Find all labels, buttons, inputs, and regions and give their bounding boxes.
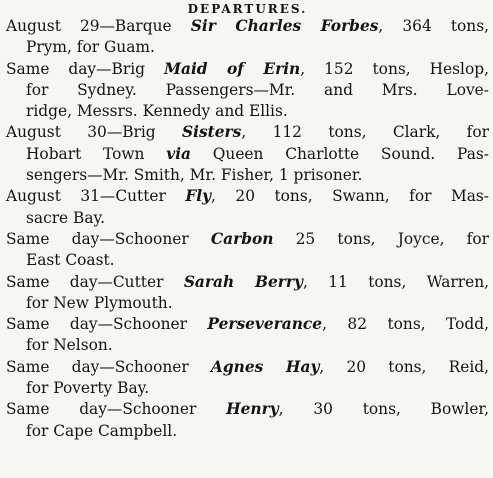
entry-line: [6, 335, 489, 356]
entry-text: for Poverty Bay.: [26, 379, 150, 398]
entry-text: August 29—Barque: [6, 17, 191, 35]
entry-text: Same day—Schooner: [6, 229, 211, 248]
entry-line: [6, 59, 489, 80]
entry-text: ridge, Messrs. Kennedy and Ellis.: [26, 102, 288, 121]
entry-text: , 364 tons,: [378, 17, 489, 35]
entry-text: Same day—Schooner: [6, 315, 208, 334]
vessel-name: Maid of Erin: [163, 59, 301, 78]
entry-text: Hobart Town: [26, 144, 167, 163]
departures-list: [6, 16, 489, 442]
vessel-name: Fly: [185, 187, 212, 206]
departure-entry: [6, 122, 489, 186]
entry-text: East Coast.: [26, 251, 115, 270]
entry-text: Queen Charlotte Sound. Pas-: [191, 144, 489, 163]
entry-text: , 30 tons, Bowler,: [278, 400, 489, 419]
entry-line: [6, 314, 489, 335]
entry-text: for Sydney. Passengers—Mr. and Mrs. Love-: [26, 80, 489, 99]
vessel-name: Sir Charles Forbes: [190, 17, 379, 35]
vessel-name: Henry: [226, 400, 279, 419]
entry-line: [6, 293, 489, 314]
departure-entry: [6, 59, 489, 123]
entry-text: , 20 tons, Swann, for Mas-: [211, 187, 489, 206]
vessel-name: Perseverance: [207, 315, 323, 334]
entry-line: [6, 229, 489, 250]
vessel-name: Sarah Berry: [183, 272, 303, 291]
entry-line: [6, 399, 489, 420]
entry-text: , 82 tons, Todd,: [322, 315, 489, 334]
entry-line: [6, 80, 489, 101]
entry-text: Same day—Schooner: [6, 400, 227, 419]
entry-line: [6, 272, 489, 293]
departure-entry: [6, 229, 489, 272]
entry-text: sengers—Mr. Smith, Mr. Fisher, 1 prisoner.: [26, 166, 363, 185]
entry-text: August 30—Brig: [6, 123, 183, 142]
vessel-name: via: [166, 144, 192, 163]
entry-line: [6, 357, 489, 378]
departure-entry: [6, 272, 489, 315]
departure-entry: [6, 314, 489, 357]
departure-entry: [6, 399, 489, 442]
entry-line: [6, 144, 489, 165]
entry-line: [6, 16, 489, 37]
entry-text: for New Plymouth.: [26, 293, 173, 312]
entry-line: [6, 208, 489, 229]
entry-text: Same day—Brig: [6, 59, 164, 78]
entry-line: [6, 250, 489, 271]
entry-text: 25 tons, Joyce, for: [273, 229, 489, 248]
vessel-name: Agnes Hay: [210, 357, 320, 376]
vessel-name: Sisters: [182, 123, 242, 142]
entry-line: [6, 165, 489, 186]
entry-text: Same day—Schooner: [6, 357, 211, 376]
section-heading: DEPARTURES.: [187, 2, 308, 16]
entry-text: , 11 tons, Warren,: [302, 272, 489, 291]
entry-text: August 31—Cutter: [6, 187, 186, 206]
entry-text: , 152 tons, Heslop,: [300, 59, 489, 78]
entry-line: [6, 186, 489, 207]
entry-text: Same day—Cutter: [6, 272, 184, 291]
entry-text: for Nelson.: [26, 336, 113, 355]
entry-text: , 112 tons, Clark, for: [241, 123, 489, 142]
entry-line: [6, 101, 489, 122]
entry-text: sacre Bay.: [26, 208, 106, 227]
vessel-name: Carbon: [210, 229, 274, 248]
entry-text: Prym, for Guam.: [26, 38, 155, 57]
entry-text: for Cape Campbell.: [26, 421, 178, 440]
departure-entry: [6, 357, 489, 400]
departure-entry: [6, 186, 489, 229]
entry-line: [6, 37, 489, 58]
entry-line: [6, 378, 489, 399]
departure-entry: [6, 16, 489, 59]
entry-line: [6, 122, 489, 143]
entry-text: , 20 tons, Reid,: [319, 357, 489, 376]
entry-line: [6, 421, 489, 442]
